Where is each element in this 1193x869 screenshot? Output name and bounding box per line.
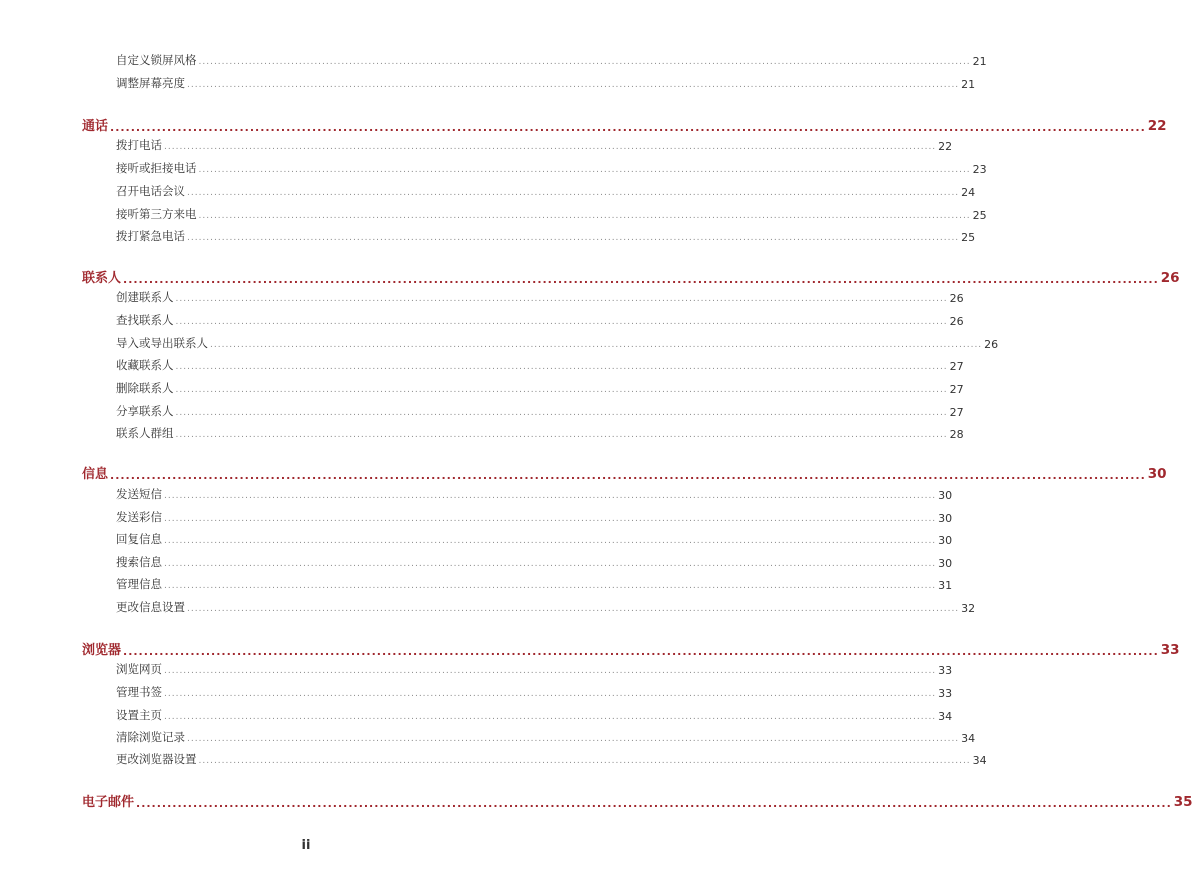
toc-entry-row[interactable]: [116, 137, 953, 153]
toc-entry-title: 查找联系人: [116, 313, 174, 327]
toc-entry-title: 清除浏览记录: [116, 730, 185, 744]
toc-entry-row[interactable]: [116, 509, 953, 525]
dot-leader: ........................................................................................................................................................................................................: [175, 362, 948, 372]
toc-entry-title: 管理信息: [116, 577, 162, 591]
toc-chapter-page: 35: [1173, 794, 1193, 810]
toc-entry-page: 32: [961, 602, 976, 615]
dot-leader: ........................................................................................................................................................................................................: [198, 756, 971, 766]
toc-entry-row[interactable]: [116, 425, 964, 441]
toc-entry-page: 27: [949, 383, 964, 396]
dot-leader: ........................................................................................................................................................................................................: [198, 57, 971, 67]
toc-entry-title: 删除联系人: [116, 381, 174, 395]
dot-leader: ........................................................................................................................................................................................................: [136, 797, 1172, 810]
dot-leader: ........................................................................................................................................................................................................: [198, 211, 971, 221]
dot-leader: ........................................................................................................................................................................................................: [164, 689, 937, 699]
toc-entry-title: 分享联系人: [116, 404, 174, 418]
toc-entry-row[interactable]: [116, 684, 953, 700]
toc-chapter-page: 26: [1160, 270, 1180, 286]
dot-leader: ........................................................................................................................................................................................................: [175, 317, 948, 327]
toc-entry-title: 创建联系人: [116, 290, 174, 304]
toc-entry-row[interactable]: [116, 312, 964, 328]
dot-leader: ........................................................................................................................................................................................................: [175, 430, 948, 440]
toc-entry-row[interactable]: [116, 228, 976, 244]
toc-entry-title: 导入或导出联系人: [116, 336, 208, 350]
toc-entry-page: 24: [961, 186, 976, 199]
dot-leader: ........................................................................................................................................................................................................: [164, 491, 937, 501]
toc-entry-page: 30: [938, 489, 953, 502]
toc-entry-row[interactable]: [116, 52, 987, 68]
toc-entry-title: 设置主页: [116, 708, 162, 722]
dot-leader: ........................................................................................................................................................................................................: [175, 385, 948, 395]
toc-entry-row[interactable]: [116, 206, 987, 222]
dot-leader: ........................................................................................................................................................................................................: [187, 604, 960, 614]
toc-chapter-title: 浏览器: [82, 643, 122, 658]
dot-leader: ........................................................................................................................................................................................................: [164, 666, 937, 676]
toc-chapter-row[interactable]: [82, 790, 1193, 810]
dot-leader: ........................................................................................................................................................................................................: [164, 581, 937, 591]
toc-chapter-title: 联系人: [82, 271, 122, 286]
toc-entry-row[interactable]: [116, 554, 953, 570]
toc-chapter-row[interactable]: [82, 266, 1180, 286]
dot-leader: ........................................................................................................................................................................................................: [164, 142, 937, 152]
toc-chapter-title: 电子邮件: [82, 795, 135, 810]
toc-entry-title: 更改信息设置: [116, 600, 185, 614]
dot-leader: ........................................................................................................................................................................................................: [187, 233, 960, 243]
toc-entry-page: 34: [972, 754, 987, 767]
toc-chapter-page: 30: [1147, 466, 1167, 482]
toc-entry-page: 25: [972, 209, 987, 222]
toc-entry-title: 拨打电话: [116, 138, 162, 152]
toc-entry-title: 接听或拒接电话: [116, 161, 197, 175]
toc-chapter-page: 22: [1147, 118, 1167, 134]
toc-entry-row[interactable]: [116, 486, 953, 502]
toc-entry-row[interactable]: [116, 751, 987, 767]
toc-entry-row[interactable]: [116, 729, 976, 745]
toc-chapter-row[interactable]: [82, 462, 1167, 482]
toc-chapter-title: 信息: [82, 467, 109, 482]
dot-leader: ........................................................................................................................................................................................................: [187, 80, 960, 90]
dot-leader: ........................................................................................................................................................................................................: [164, 712, 937, 722]
toc-entry-title: 联系人群组: [116, 426, 174, 440]
dot-leader: ........................................................................................................................................................................................................: [110, 121, 1146, 134]
toc-entry-title: 接听第三方来电: [116, 207, 197, 221]
dot-leader: ........................................................................................................................................................................................................: [164, 514, 937, 524]
toc-entry-row[interactable]: [116, 576, 953, 592]
toc-entry-title: 浏览网页: [116, 662, 162, 676]
toc-entry-page: 30: [938, 534, 953, 547]
toc-entry-title: 召开电话会议: [116, 184, 185, 198]
toc-chapter-row[interactable]: [82, 114, 1167, 134]
toc-entry-title: 收藏联系人: [116, 358, 174, 372]
toc-entry-row[interactable]: [116, 661, 953, 677]
toc-entry-page: 26: [984, 338, 999, 351]
toc-entry-page: 28: [949, 428, 964, 441]
dot-leader: ........................................................................................................................................................................................................: [164, 559, 937, 569]
dot-leader: ........................................................................................................................................................................................................: [187, 734, 960, 744]
toc-entry-title: 拨打紧急电话: [116, 229, 185, 243]
toc-entry-title: 发送短信: [116, 487, 162, 501]
toc-entry-page: 23: [972, 163, 987, 176]
toc-entry-row[interactable]: [116, 75, 976, 91]
toc-entry-page: 25: [961, 231, 976, 244]
toc-entry-page: 21: [972, 55, 987, 68]
toc-entry-row[interactable]: [116, 357, 964, 373]
toc-chapter-title: 通话: [82, 119, 109, 134]
toc-entry-page: 21: [961, 78, 976, 91]
toc-entry-row[interactable]: [116, 531, 953, 547]
toc-entry-row[interactable]: [116, 160, 987, 176]
toc-chapter-page: 33: [1160, 642, 1180, 658]
toc-entry-title: 自定义锁屏风格: [116, 53, 197, 67]
toc-entry-title: 调整屏幕亮度: [116, 76, 185, 90]
dot-leader: ........................................................................................................................................................................................................: [175, 294, 948, 304]
toc-entry-page: 34: [961, 732, 976, 745]
dot-leader: ........................................................................................................................................................................................................: [123, 645, 1159, 658]
dot-leader: ........................................................................................................................................................................................................: [175, 408, 948, 418]
toc-entry-page: 27: [949, 360, 964, 373]
toc-entry-page: 30: [938, 512, 953, 525]
toc-entry-title: 更改浏览器设置: [116, 752, 197, 766]
toc-entry-title: 管理书签: [116, 685, 162, 699]
toc-entry-title: 发送彩信: [116, 510, 162, 524]
toc-entry-row[interactable]: [116, 707, 953, 723]
toc-entry-row[interactable]: [116, 380, 964, 396]
page-number: ii: [301, 838, 311, 853]
dot-leader: ........................................................................................................................................................................................................: [123, 273, 1159, 286]
toc-entry-row[interactable]: [116, 183, 976, 199]
toc-entry-row[interactable]: [116, 599, 976, 615]
dot-leader: ........................................................................................................................................................................................................: [187, 188, 960, 198]
toc-entry-page: 26: [949, 292, 964, 305]
toc-entry-page: 34: [938, 710, 953, 723]
toc-chapter-row[interactable]: [82, 638, 1180, 658]
toc-entry-page: 27: [949, 406, 964, 419]
toc-entry-row[interactable]: [116, 289, 964, 305]
toc-entry-page: 30: [938, 557, 953, 570]
toc-entry-page: 22: [938, 140, 953, 153]
dot-leader: ........................................................................................................................................................................................................: [210, 340, 983, 350]
dot-leader: ........................................................................................................................................................................................................: [198, 165, 971, 175]
toc-entry-page: 33: [938, 664, 953, 677]
toc-entry-row[interactable]: [116, 335, 999, 351]
toc-entry-row[interactable]: [116, 403, 964, 419]
toc-entry-title: 搜索信息: [116, 555, 162, 569]
toc-entry-page: 33: [938, 687, 953, 700]
toc-entry-title: 回复信息: [116, 532, 162, 546]
dot-leader: ........................................................................................................................................................................................................: [164, 536, 937, 546]
dot-leader: ........................................................................................................................................................................................................: [110, 469, 1146, 482]
toc-entry-page: 31: [938, 579, 953, 592]
toc-entry-page: 26: [949, 315, 964, 328]
